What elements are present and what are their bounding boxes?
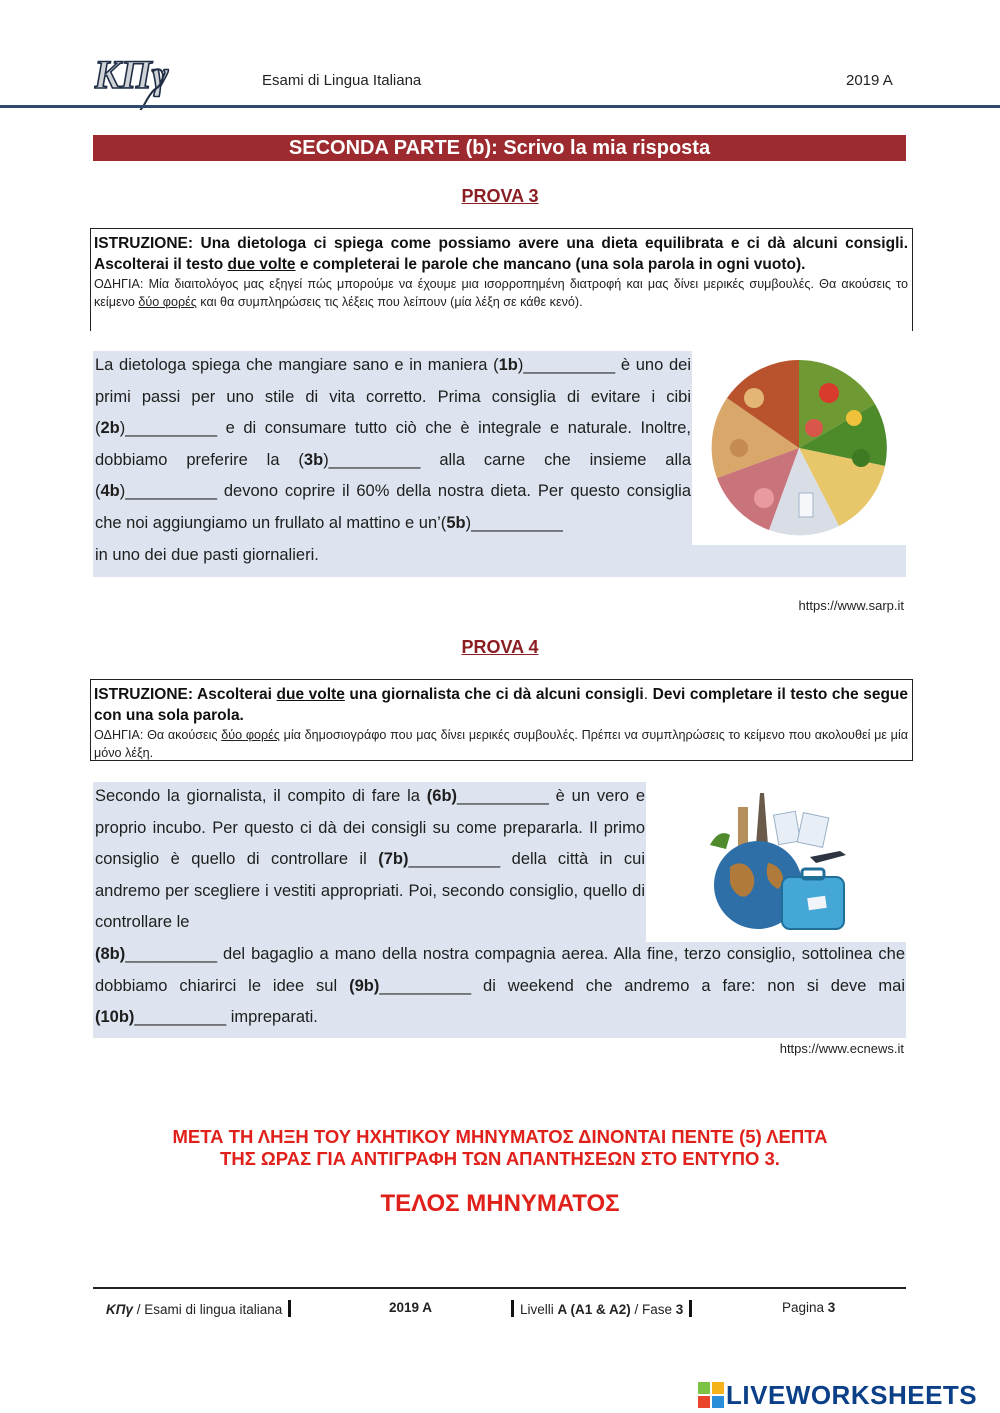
prova-3-instructions [90,228,913,331]
footer-levels-label: Livelli [520,1302,558,1317]
instruction-text-end: Devi completare il testo che segue con una sola parola. [94,686,908,724]
end-of-message: ΤΕΛΟΣ ΜΗΝΥΜΑΤΟΣ [380,1190,620,1217]
copy-time-note-line-2: ΤΗΣ ΩΡΑΣ ΓΙΑ ΑΝΤΙΓΡΑΦΗ ΤΩΝ ΑΠΑΝΤΗΣΕΩΝ ΣΤΟ ΕΝΤΥΠΟ 3. [220,1148,780,1169]
gap-label-5b: 5b [446,513,466,532]
prova-3-text [95,350,691,539]
footer-exam-title: / Esami di lingua italiana [132,1302,283,1317]
gap-label-7b: (7b) [378,850,409,868]
instruction-text-end: e completerai le parole che mancano (una sola parola in ogni vuoto). [295,256,806,273]
footer-year: 2019 A [389,1300,433,1315]
header-title: Esami di Lingua Italiana [262,72,422,89]
prova-4-instruction-italian [94,684,908,726]
instruction-text: Ascolterai [193,686,277,703]
gap-label-10b: (10b) [95,1008,135,1026]
prova-3-text-last-line: in uno dei due pasti giornalieri. [95,546,319,564]
gap-7b[interactable]: __________ della città in cui andremo per scegliere i vestiti appropriati. Poi, secondo consiglio, quello di controllare le [95,850,645,931]
gap-5b[interactable]: )__________ [465,513,563,532]
instruction-label: ISTRUZIONE: [94,235,194,252]
gap-8b[interactable]: __________ del bagaglio a mano della nostra compagnia aerea. Alla fine, terzo consiglio, sottolinea che dobbiamo chiarirci le idee sul [95,945,905,995]
food-pie-illustration [692,351,906,545]
gap-3b[interactable]: )__________ alla carne che insieme alla ( [95,450,691,500]
text-part: La dietologa spiega che mangiare sano e in maniera ( [95,356,499,374]
gap-label-6b: (6b) [426,787,458,805]
gap-10b[interactable]: __________ impreparati. [134,1008,318,1026]
copy-time-note-line-1: ΜΕΤΑ ΤΗ ΛΗΞΗ ΤΟΥ ΗΧΗΤΙΚΟΥ ΜΗΝΥΜΑΤΟΣ ΔΙΝΟΝΤΑΙ ΠΕΝΤΕ (5) ΛΕΠΤΑ [172,1126,828,1147]
prova-4-title: PROVA 4 [461,637,539,657]
gap-label-1b: 1b [498,356,518,374]
travel-illustration [690,785,860,940]
food-pie-image [692,351,906,545]
greek-text: ΟΔΗΓΙΑ: Μία διαιτολόγος μας εξηγεί πώς μπορούμε να έχουμε μια ισορροπημένη διατροφή και μας δίνει μερικές συμβουλές. Θα ακούσεις το κείμενο [94,277,908,309]
footer-page-label: Pagina [782,1300,828,1315]
prova-4-text [95,781,645,939]
instruction-label: ISTRUZIONE: [94,686,194,703]
footer-levels-value: A (A1 & A2) [557,1302,631,1317]
prova-4-instruction-greek [94,726,908,762]
prova-4-text-continued [95,939,905,1034]
liveworksheets-watermark[interactable] [698,1378,977,1412]
header-divider [0,105,1000,108]
gap-2b[interactable]: )__________ e di consumare tutto ciò che è integrale e naturale. Inoltre, dobbiamo preferire la ( [95,419,691,469]
footer-separator [288,1300,291,1317]
footer-page [782,1300,835,1315]
gap-1b[interactable]: )__________ è uno dei primi passi per uno stile di vita corretto. Prima consiglia di evitare i cibi ( [95,356,691,437]
gap-4b[interactable]: )__________ devono coprire il 60% della nostra dieta. Per questo consiglia che noi aggiungiamo un frullato al mattino e un’( [95,482,691,532]
prova-4-instructions [90,679,913,761]
liveworksheets-text: LIVEWORKSHEETS [726,1379,978,1410]
instruction-emphasis: due volte [227,256,296,273]
footer-divider [93,1287,906,1289]
prova-3-source[interactable]: https://www.sarp.it [798,598,904,613]
footer-exam [106,1300,297,1317]
footer-page-number: 3 [827,1300,836,1315]
kpg-logo-graphic [94,52,172,110]
instruction-emphasis: due volte [276,686,345,703]
gap-6b[interactable]: __________ è un vero e proprio incubo. Per questo ci dà dei consigli su come prepararla. Il primo consiglio è quello di controllare il [95,787,646,868]
footer-separator [689,1300,692,1317]
prova-4-source[interactable]: https://www.ecnews.it [779,1041,904,1056]
footer-brand: ΚΠγ [106,1302,133,1317]
greek-text-end: μία δημοσιογράφο που μας δίνει μερικές συμβουλές. Πρέπει να συμπληρώσεις το κείμενο που ακολουθεί με μία μόνο λέξη. [94,728,909,760]
footer-phase-value: 3 [675,1302,684,1317]
greek-text-end: και θα συμπληρώσεις τις λέξεις που λείπουν (μία λέξη σε κάθε κενό). [196,295,583,309]
text-part: Secondo la giornalista, il compito di fare la [95,787,427,805]
gap-label-3b: 3b [303,450,324,469]
gap-9b[interactable]: __________ di weekend che andremo a fare: non si deve mai [379,976,905,995]
gap-label-2b: 2b [100,419,120,437]
kpg-logo [94,52,172,110]
instruction-text-mid: una giornalista che ci dà alcuni consigli [344,686,644,703]
travel-image [690,785,860,940]
section-banner: SECONDA PARTE (b): Scrivo la mia risposta [93,135,906,161]
prova-3-instruction-greek [94,275,908,311]
greek-emphasis: δύο φορές [221,728,280,742]
greek-emphasis: δύο φορές [138,295,197,309]
copy-time-note [0,1126,1000,1170]
gap-label-4b: 4b [100,482,120,500]
prova-3-instruction-italian [94,233,908,275]
footer-levels [505,1300,698,1317]
logo-letters: ΚΠγ [94,52,169,97]
gap-label-9b: (9b) [349,976,380,995]
header-year: 2019 A [846,72,893,89]
footer-phase-label: / Fase [630,1302,676,1317]
instruction-text: Una dietologa ci spiega come possiamo avere una dieta equilibrata e ci dà alcuni consigli. Ascolterai il testo [94,235,908,273]
greek-text: ΟΔΗΓΙΑ: Θα ακούσεις [94,728,222,742]
prova-3-title: PROVA 3 [461,186,539,206]
gap-label-8b: (8b) [95,945,126,963]
footer-separator [511,1300,514,1317]
instruction-period: . [643,686,653,703]
liveworksheets-icon [698,1382,724,1408]
